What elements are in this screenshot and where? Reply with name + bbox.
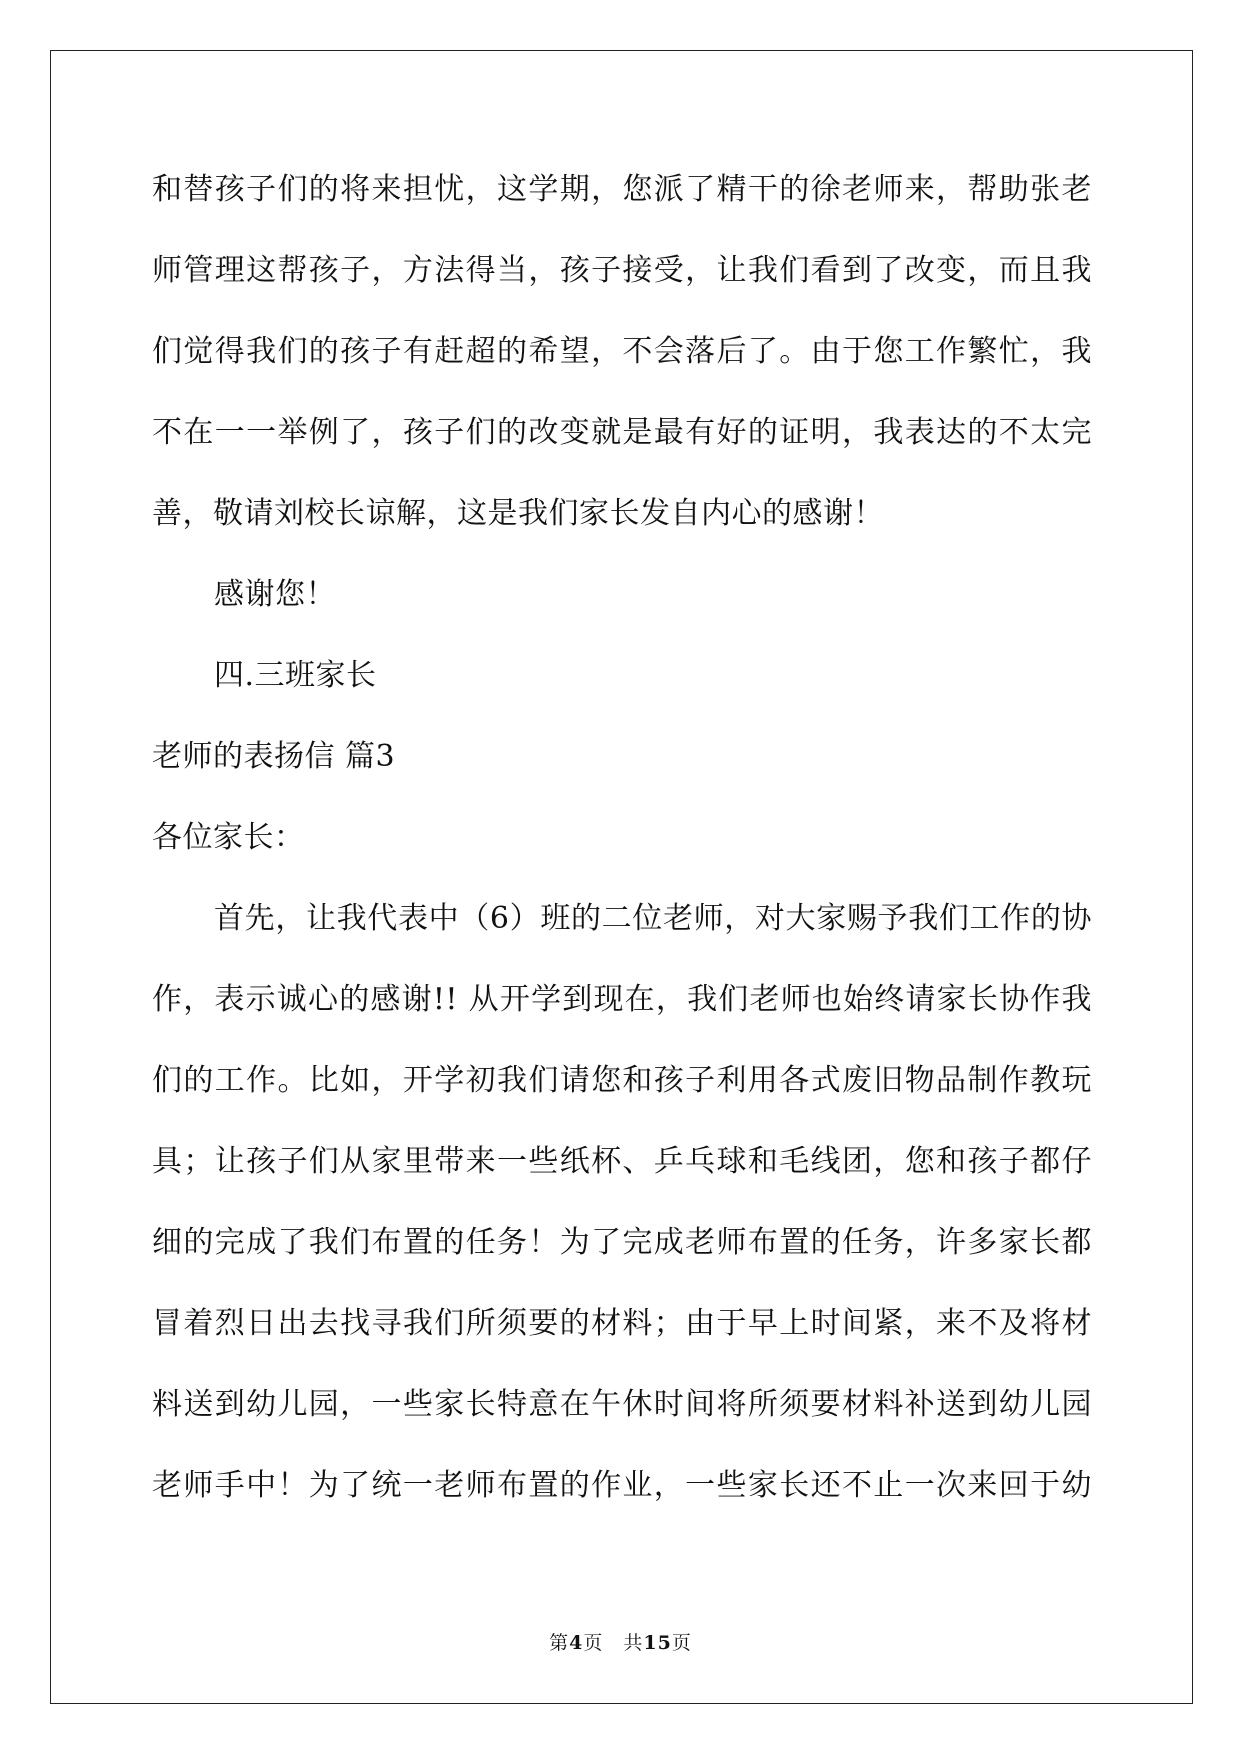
text-line: 师管理这帮孩子，方法得当，孩子接受，让我们看到了改变，而且我 [152,253,1092,288]
text-line: 善，敬请刘校长谅解，这是我们家长发自内心的感谢！ [152,496,884,531]
text-line: 们觉得我们的孩子有赶超的希望，不会落后了。由于您工作繁忙，我 [152,334,1092,369]
text-line: 们的工作。比如，开学初我们请您和孩子利用各式废旧物品制作教玩 [152,1063,1092,1098]
text-line: 细的完成了我们布置的任务！为了完成老师布置的任务，许多家长都 [152,1225,1092,1260]
text-line: 老师手中！为了统一老师布置的作业，一些家长还不止一次来回于幼 [152,1468,1092,1503]
footer-prefix: 第 [549,1632,570,1654]
closing-line: 感谢您！ [214,577,336,612]
footer-total-suffix: 页 [671,1632,692,1654]
text-line: 冒着烈日出去找寻我们所须要的材料；由于早上时间紧，来不及将材 [152,1306,1092,1341]
text-line: 和替孩子们的将来担忧，这学期，您派了精干的徐老师来，帮助张老 [152,172,1092,207]
text-line: 作，表示诚心的感谢!! 从开学到现在，我们老师也始终请家长协作我 [152,982,1092,1017]
document-body [152,162,1092,1539]
paragraph-start-line: 首先，让我代表中（6）班的二位老师，对大家赐予我们工作的协 [214,901,1092,936]
section-heading: 老师的表扬信 篇3 [152,739,396,774]
current-page-number: 4 [569,1632,584,1654]
text-line: 不在一一举例了，孩子们的改变就是最有好的证明，我表达的不太完 [152,415,1092,450]
page-footer [0,1628,1241,1655]
footer-total-prefix: 共 [623,1632,644,1654]
text-line: 料送到幼儿园，一些家长特意在午休时间将所须要材料补送到幼儿园 [152,1387,1092,1422]
footer-page-suffix: 页 [583,1632,604,1654]
salutation: 各位家长： [152,820,305,855]
total-page-count: 15 [643,1632,672,1654]
signature-line: 四.三班家长 [214,658,377,693]
text-line: 具；让孩子们从家里带来一些纸杯、乒乓球和毛线团，您和孩子都仔 [152,1144,1092,1179]
